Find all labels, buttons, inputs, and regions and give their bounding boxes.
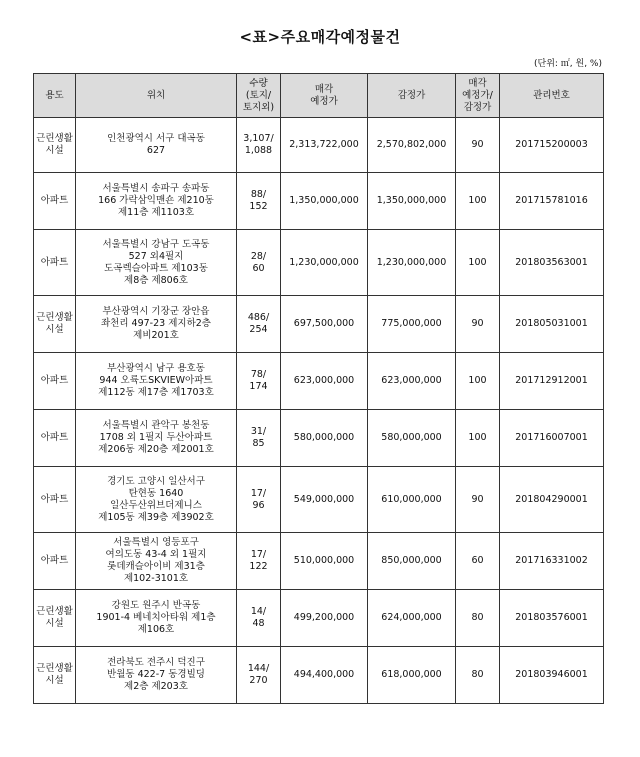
header-quantity: 수량 (토지/ 토지외) [237,74,281,118]
cell-location: 인천광역시 서구 대곡동 627 [76,118,237,173]
cell-mgmt-no: 201805031001 [500,296,604,353]
cell-appraisal: 850,000,000 [368,533,456,590]
cell-sale-price: 549,000,000 [281,467,368,533]
cell-quantity: 78/ 174 [237,353,281,410]
header-use: 용도 [34,74,76,118]
cell-sale-price: 494,400,000 [281,647,368,704]
cell-use: 근린생활 시설 [34,647,76,704]
cell-sale-price: 580,000,000 [281,410,368,467]
cell-quantity: 28/ 60 [237,230,281,296]
property-table [33,73,604,704]
cell-sale-price: 1,350,000,000 [281,173,368,230]
cell-appraisal: 775,000,000 [368,296,456,353]
cell-appraisal: 1,350,000,000 [368,173,456,230]
cell-sale-price: 623,000,000 [281,353,368,410]
cell-ratio: 90 [456,467,500,533]
cell-mgmt-no: 201716331002 [500,533,604,590]
cell-sale-price: 2,313,722,000 [281,118,368,173]
cell-sale-price: 499,200,000 [281,590,368,647]
cell-mgmt-no: 201715781016 [500,173,604,230]
table-row [34,353,604,410]
header-mgmt-no: 관리번호 [500,74,604,118]
cell-mgmt-no: 201803946001 [500,647,604,704]
cell-appraisal: 618,000,000 [368,647,456,704]
cell-location: 전라북도 전주시 덕진구 반월동 422-7 동경빌딩 제2층 제203호 [76,647,237,704]
cell-quantity: 144/ 270 [237,647,281,704]
cell-ratio: 100 [456,173,500,230]
cell-ratio: 80 [456,590,500,647]
cell-sale-price: 1,230,000,000 [281,230,368,296]
table-row [34,467,604,533]
cell-use: 아파트 [34,410,76,467]
page-title: <표>주요매각예정물건 [239,28,401,46]
cell-location: 서울특별시 영등포구 여의도동 43-4 외 1필지 롯데캐슬아이비 제31층 제102-3101호 [76,533,237,590]
cell-ratio: 100 [456,353,500,410]
cell-quantity: 88/ 152 [237,173,281,230]
cell-appraisal: 624,000,000 [368,590,456,647]
cell-quantity: 486/ 254 [237,296,281,353]
cell-location: 서울특별시 관악구 봉천동 1708 외 1필지 두산아파트 제206동 제20층 제2001호 [76,410,237,467]
cell-appraisal: 1,230,000,000 [368,230,456,296]
cell-location: 부산광역시 기장군 장안읍 좌천리 497-23 제지하2층 제비201호 [76,296,237,353]
cell-location: 부산광역시 남구 용호동 944 오륙도SKVIEW아파트 제112동 제17층 제1703호 [76,353,237,410]
cell-use: 아파트 [34,533,76,590]
cell-appraisal: 2,570,802,000 [368,118,456,173]
cell-use: 아파트 [34,353,76,410]
unit-note: (단위: ㎡, 원, %) [534,59,602,69]
cell-use: 아파트 [34,230,76,296]
cell-ratio: 80 [456,647,500,704]
header-sale-price: 매각 예정가 [281,74,368,118]
cell-use: 아파트 [34,467,76,533]
cell-use: 근린생활 시설 [34,590,76,647]
table-row [34,173,604,230]
cell-ratio: 100 [456,410,500,467]
cell-ratio: 60 [456,533,500,590]
cell-ratio: 90 [456,118,500,173]
table-row [34,647,604,704]
table-row [34,118,604,173]
cell-location: 서울특별시 강남구 도곡동 527 외4필지 도곡렉슬아파트 제103동 제8층 제806호 [76,230,237,296]
cell-quantity: 31/ 85 [237,410,281,467]
cell-location: 강원도 원주시 반곡동 1901-4 베네치아타워 제1층 제106호 [76,590,237,647]
cell-appraisal: 623,000,000 [368,353,456,410]
cell-use: 근린생활 시설 [34,118,76,173]
cell-mgmt-no: 201803576001 [500,590,604,647]
header-appraisal: 감정가 [368,74,456,118]
cell-mgmt-no: 201804290001 [500,467,604,533]
cell-quantity: 17/ 122 [237,533,281,590]
cell-use: 아파트 [34,173,76,230]
cell-quantity: 17/ 96 [237,467,281,533]
table-row [34,296,604,353]
cell-sale-price: 510,000,000 [281,533,368,590]
table-row [34,590,604,647]
header-row [34,74,604,118]
header-ratio: 매각 예정가/ 감정가 [456,74,500,118]
cell-mgmt-no: 201715200003 [500,118,604,173]
cell-location: 서울특별시 송파구 송파동 166 가락삼익맨숀 제210동 제11층 제1103호 [76,173,237,230]
cell-appraisal: 610,000,000 [368,467,456,533]
cell-mgmt-no: 201716007001 [500,410,604,467]
cell-quantity: 14/ 48 [237,590,281,647]
cell-ratio: 100 [456,230,500,296]
cell-quantity: 3,107/ 1,088 [237,118,281,173]
table-row [34,410,604,467]
cell-sale-price: 697,500,000 [281,296,368,353]
cell-use: 근린생활 시설 [34,296,76,353]
table-row [34,230,604,296]
cell-mgmt-no: 201803563001 [500,230,604,296]
cell-mgmt-no: 201712912001 [500,353,604,410]
cell-ratio: 90 [456,296,500,353]
header-location: 위치 [76,74,237,118]
cell-appraisal: 580,000,000 [368,410,456,467]
table-row [34,533,604,590]
cell-location: 경기도 고양시 일산서구 탄현동 1640 일산두산위브더제니스 제105동 제39층 제3902호 [76,467,237,533]
